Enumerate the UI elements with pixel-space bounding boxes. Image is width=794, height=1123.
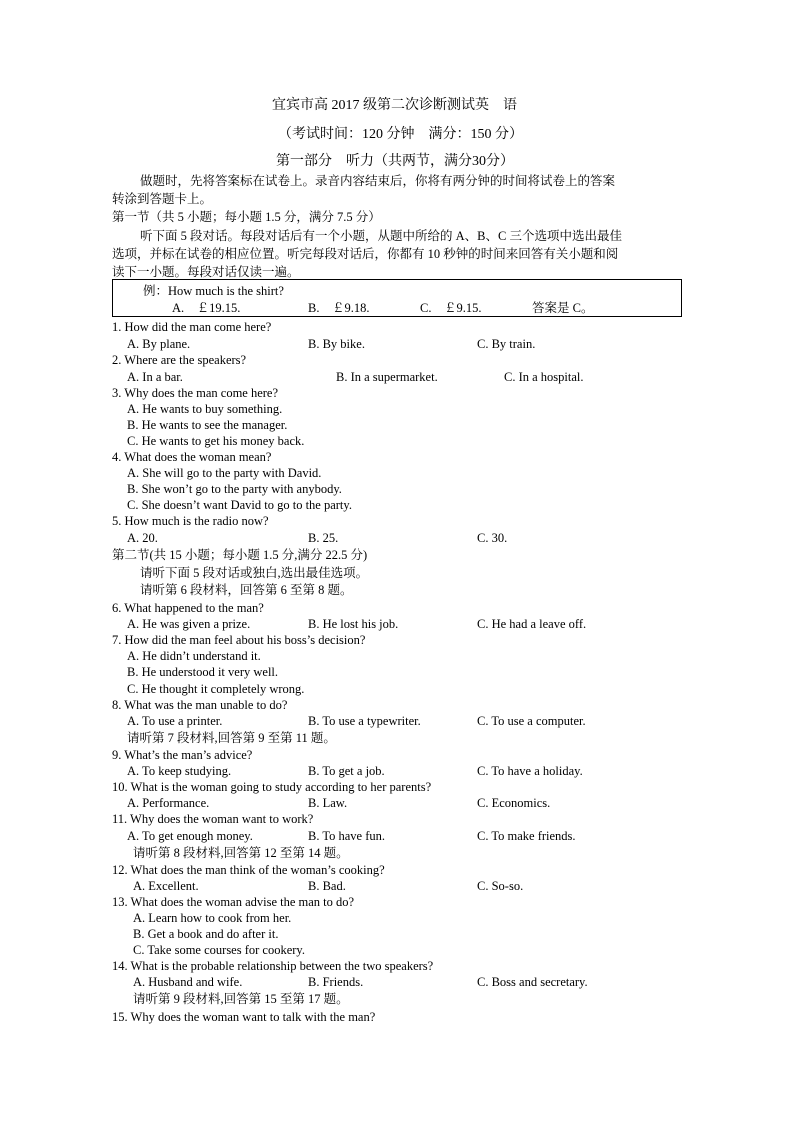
- example-question: 例：How much is the shirt?: [143, 284, 284, 298]
- question-3: 3. Why does the man come here?: [112, 386, 279, 400]
- q2-option-c: C. In a hospital.: [504, 370, 584, 384]
- exam-info: （考试时间：120 分钟 满分：150 分）: [278, 127, 523, 142]
- q1-option-b: B. By bike.: [308, 337, 365, 351]
- q6-option-c: C. He had a leave off.: [477, 617, 587, 631]
- section-one-instr-1: 听下面 5 段对话。每段对话后有一个小题，从题中所给的 A、B、C 三个选项中选出最佳: [140, 229, 622, 243]
- q14-option-b: B. Friends.: [308, 975, 364, 989]
- question-4: 4. What does the woman mean?: [112, 450, 272, 464]
- q6-option-b: B. He lost his job.: [308, 617, 399, 631]
- section-two-instr: 请听下面 5 段对话或独白,选出最佳选项。: [140, 566, 369, 580]
- q3-option-b: B. He wants to see the manager.: [127, 418, 288, 432]
- q9-option-c: C. To have a holiday.: [477, 764, 583, 778]
- section-one-instr-2: 选项，并标在试卷的相应位置。听完每段对话后，你都有 10 秒钟的时间来回答有关小题和阅: [112, 247, 619, 261]
- material-8-note: 请听第 8 段材料,回答第 12 至第 14 题。: [133, 846, 349, 860]
- question-7: 7. How did the man feel about his boss’s decision?: [112, 633, 366, 647]
- q12-option-a: A. Excellent.: [133, 879, 199, 893]
- q5-option-b: B. 25.: [308, 531, 339, 545]
- q7-option-b: B. He understood it very well.: [127, 665, 279, 679]
- question-2: 2. Where are the speakers?: [112, 353, 247, 367]
- q11-option-a: A. To get enough money.: [127, 829, 253, 843]
- q12-option-b: B. Bad.: [308, 879, 346, 893]
- example-answer: 答案是 C。: [532, 301, 594, 315]
- q6-option-a: A. He was given a prize.: [127, 617, 251, 631]
- q14-option-c: C. Boss and secretary.: [477, 975, 588, 989]
- q10-option-b: B. Law.: [308, 796, 348, 810]
- q9-option-a: A. To keep studying.: [127, 764, 232, 778]
- example-option-c: C. ￡9.15.: [420, 301, 482, 315]
- q10-option-c: C. Economics.: [477, 796, 551, 810]
- material-6-note: 请听第 6 段材料，回答第 6 至第 8 题。: [140, 583, 353, 597]
- section-one-instr-3: 读下一小题。每段对话仅读一遍。: [112, 265, 300, 279]
- question-8: 8. What was the man unable to do?: [112, 698, 288, 712]
- material-7-note: 请听第 7 段材料,回答第 9 至第 11 题。: [127, 731, 336, 745]
- q13-option-c: C. Take some courses for cookery.: [133, 943, 305, 957]
- section-one-heading: 第一节（共 5 小题；每小题 1.5 分，满分 7.5 分）: [112, 210, 381, 224]
- q3-option-a: A. He wants to buy something.: [127, 402, 283, 416]
- q1-option-a: A. By plane.: [127, 337, 191, 351]
- q5-option-c: C. 30.: [477, 531, 508, 545]
- q13-option-a: A. Learn how to cook from her.: [133, 911, 292, 925]
- q8-option-b: B. To use a typewriter.: [308, 714, 421, 728]
- q11-option-c: C. To make friends.: [477, 829, 576, 843]
- q13-option-b: B. Get a book and do after it.: [133, 927, 279, 941]
- q14-option-a: A. Husband and wife.: [133, 975, 243, 989]
- part-one-heading: 第一部分 听力（共两节，满分30分）: [276, 154, 514, 169]
- q8-option-a: A. To use a printer.: [127, 714, 223, 728]
- q8-option-c: C. To use a computer.: [477, 714, 586, 728]
- question-13: 13. What does the woman advise the man to do?: [112, 895, 355, 909]
- question-15: 15. Why does the woman want to talk with the man?: [112, 1010, 376, 1024]
- question-6: 6. What happened to the man?: [112, 601, 264, 615]
- q7-option-c: C. He thought it completely wrong.: [127, 682, 305, 696]
- question-9: 9. What’s the man’s advice?: [112, 748, 253, 762]
- intro-line-1: 做题时，先将答案标在试卷上。录音内容结束后，你将有两分钟的时间将试卷上的答案: [140, 174, 616, 188]
- q12-option-c: C. So-so.: [477, 879, 524, 893]
- intro-line-2: 转涂到答题卡上。: [112, 192, 213, 206]
- exam-title: 宜宾市高 2017 级第二次诊断测试英 语: [272, 98, 517, 113]
- q11-option-b: B. To have fun.: [308, 829, 386, 843]
- q2-option-a: A. In a bar.: [127, 370, 183, 384]
- question-1: 1. How did the man come here?: [112, 320, 272, 334]
- q1-option-c: C. By train.: [477, 337, 536, 351]
- q10-option-a: A. Performance.: [127, 796, 210, 810]
- section-two-heading: 第二节(共 15 小题；每小题 1.5 分,满分 22.5 分): [112, 548, 368, 562]
- q3-option-c: C. He wants to get his money back.: [127, 434, 305, 448]
- q4-option-c: C. She doesn’t want David to go to the party.: [127, 498, 352, 512]
- q2-option-b: B. In a supermarket.: [336, 370, 438, 384]
- question-5: 5. How much is the radio now?: [112, 514, 269, 528]
- material-9-note: 请听第 9 段材料,回答第 15 至第 17 题。: [133, 992, 349, 1006]
- q4-option-b: B. She won’t go to the party with anybody.: [127, 482, 342, 496]
- q9-option-b: B. To get a job.: [308, 764, 385, 778]
- question-14: 14. What is the probable relationship between the two speakers?: [112, 959, 434, 973]
- example-option-a: A. ￡19.15.: [172, 301, 241, 315]
- question-12: 12. What does the man think of the woman’s cooking?: [112, 863, 385, 877]
- example-option-b: B. ￡9.18.: [308, 301, 370, 315]
- question-10: 10. What is the woman going to study according to her parents?: [112, 780, 432, 794]
- q7-option-a: A. He didn’t understand it.: [127, 649, 261, 663]
- q4-option-a: A. She will go to the party with David.: [127, 466, 322, 480]
- question-11: 11. Why does the woman want to work?: [112, 812, 314, 826]
- q5-option-a: A. 20.: [127, 531, 158, 545]
